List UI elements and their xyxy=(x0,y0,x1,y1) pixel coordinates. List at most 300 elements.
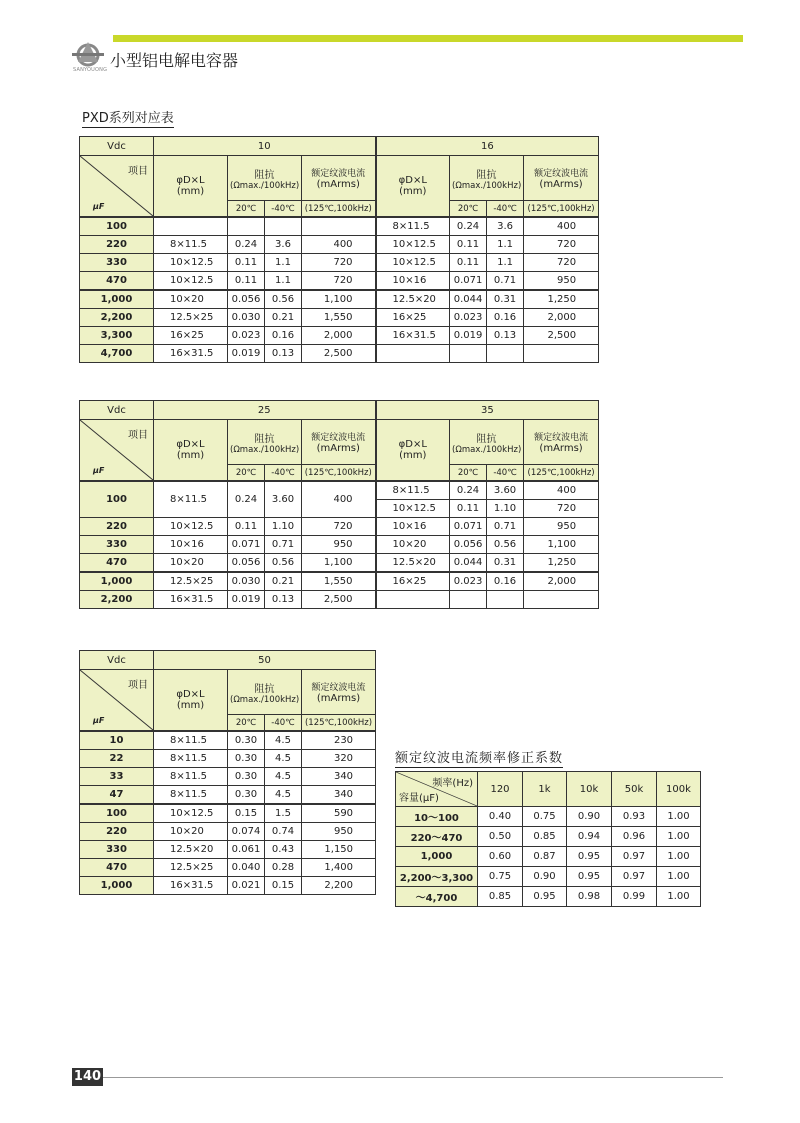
ripple-current-cell xyxy=(524,345,599,363)
ripple-current-cell: 590 xyxy=(302,804,376,823)
dimension-cell: 10×16 xyxy=(376,272,450,291)
spec-value-cell: 3.60 xyxy=(265,481,302,518)
impedance-minus40c-cell: 1.1 xyxy=(487,254,524,272)
dimension-cell: 16×25 xyxy=(376,572,450,591)
coefficient-cell: 0.95 xyxy=(567,847,612,867)
temp-minus40-label: -40℃ xyxy=(487,465,524,482)
capacitance-cell: 100 xyxy=(80,217,154,236)
impedance-20c-cell xyxy=(228,217,265,236)
capacitance-cell: 470 xyxy=(80,859,154,877)
impedance-20c-cell: 0.24 xyxy=(450,217,487,236)
series-title: PXD系列对应表 xyxy=(82,107,174,128)
impedance-minus40c-cell: 0.21 xyxy=(265,309,302,327)
freq-correction-table xyxy=(395,771,701,907)
impedance-minus40c-cell: 0.56 xyxy=(487,536,524,554)
freq-table-title: 额定纹波电流频率修正系数 xyxy=(395,747,563,768)
table-row xyxy=(80,345,599,363)
freq-header-cell: 50k xyxy=(612,772,657,807)
ripple-header xyxy=(302,420,376,465)
page-number: 140 xyxy=(73,1069,102,1084)
coefficient-cell: 0.97 xyxy=(612,847,657,867)
dimension-cell: 8×11.5 xyxy=(154,768,228,786)
coefficient-cell: 1.00 xyxy=(657,847,701,867)
impedance-20c-cell: 0.24 xyxy=(228,236,265,254)
dimension-cell: 10×20 xyxy=(154,290,228,309)
dimension-cell: 8×11.5 xyxy=(376,217,450,236)
capacitance-cell: 470 xyxy=(80,272,154,291)
impedance-minus40c-cell: 4.5 xyxy=(265,768,302,786)
item-diagonal-header xyxy=(80,670,154,732)
impedance-20c-cell: 0.023 xyxy=(450,572,487,591)
spec-value-cell: 3.60 xyxy=(487,481,524,500)
capacitance-cell: 3,300 xyxy=(80,327,154,345)
table-row xyxy=(80,536,599,554)
impedance-minus40c-cell: 0.13 xyxy=(265,591,302,609)
impedance-20c-cell: 0.11 xyxy=(450,236,487,254)
dxl-header xyxy=(154,156,228,218)
dxl-label: φD×L xyxy=(398,439,427,450)
table-row xyxy=(80,272,599,291)
temp-20-label: 20℃ xyxy=(450,465,487,482)
table-row xyxy=(396,807,701,827)
impedance-unit: (Ωmax./100kHz) xyxy=(452,444,522,455)
dimension-cell xyxy=(154,217,228,236)
coefficient-cell: 0.96 xyxy=(612,827,657,847)
uf-label: μF xyxy=(93,466,105,475)
dimension-cell: 12.5×25 xyxy=(154,309,228,327)
table-row xyxy=(80,309,599,327)
ripple-current-cell: 1,250 xyxy=(524,554,599,573)
mm-label: (mm) xyxy=(399,186,427,197)
impedance-minus40c-cell: 4.5 xyxy=(265,750,302,768)
impedance-label: 阻抗 xyxy=(254,433,275,445)
coefficient-cell: 0.50 xyxy=(478,827,523,847)
coefficient-cell: 0.90 xyxy=(567,807,612,827)
impedance-minus40c-cell: 0.74 xyxy=(265,823,302,841)
dxl-label: φD×L xyxy=(176,439,205,450)
freq-label: 频率(Hz) xyxy=(432,778,473,789)
capacitance-cell: 100 xyxy=(80,481,154,518)
capacitance-cell: 330 xyxy=(80,536,154,554)
ripple-label: 额定纹波电流 xyxy=(311,683,366,693)
ripple-label: 额定纹波电流 xyxy=(534,433,589,443)
temp-minus40-label: -40℃ xyxy=(265,715,302,732)
ripple-current-cell: 950 xyxy=(302,536,376,554)
voltage-header: 25 xyxy=(154,401,376,420)
table-row xyxy=(80,591,599,609)
impedance-minus40c-cell: 0.71 xyxy=(487,518,524,536)
impedance-20c-cell: 0.056 xyxy=(228,554,265,573)
coefficient-cell: 0.97 xyxy=(612,867,657,887)
ripple-condition-label: (125℃,100kHz) xyxy=(524,465,599,482)
ripple-header xyxy=(302,156,376,201)
dimension-cell: 16×31.5 xyxy=(376,327,450,345)
coefficient-cell: 0.60 xyxy=(478,847,523,867)
ripple-unit: (mArms) xyxy=(316,443,360,454)
ripple-condition-label: (125℃,100kHz) xyxy=(524,201,599,218)
ripple-current-cell: 1,250 xyxy=(524,290,599,309)
ripple-current-cell: 320 xyxy=(302,750,376,768)
spec-value-cell: 0.24 xyxy=(228,481,265,518)
dimension-cell: 8×11.5 xyxy=(154,786,228,805)
item-diagonal-header xyxy=(80,420,154,482)
dxl-header xyxy=(376,156,450,218)
item-label: 项目 xyxy=(128,680,148,691)
coefficient-cell: 0.95 xyxy=(523,887,567,907)
footer-rule xyxy=(103,1077,723,1078)
coefficient-cell: 0.75 xyxy=(523,807,567,827)
impedance-minus40c-cell: 0.13 xyxy=(487,327,524,345)
ripple-current-cell: 1,100 xyxy=(302,554,376,573)
impedance-20c-cell: 0.30 xyxy=(228,768,265,786)
capacitance-cell: 470 xyxy=(80,554,154,573)
ripple-current-cell: 1,400 xyxy=(302,859,376,877)
impedance-minus40c-cell: 3.6 xyxy=(265,236,302,254)
table-row xyxy=(80,768,376,786)
ripple-current-cell: 2,000 xyxy=(524,572,599,591)
ripple-current-cell xyxy=(524,591,599,609)
dimension-cell: 10×20 xyxy=(154,823,228,841)
table-row xyxy=(80,786,376,805)
impedance-label: 阻抗 xyxy=(254,169,275,181)
impedance-20c-cell: 0.019 xyxy=(228,345,265,363)
table-row xyxy=(396,827,701,847)
temp-20-label: 20℃ xyxy=(228,465,265,482)
ripple-header xyxy=(524,156,599,201)
impedance-20c-cell: 0.30 xyxy=(228,731,265,750)
spec-value-cell: 1.10 xyxy=(487,500,524,518)
coefficient-cell: 1.00 xyxy=(657,867,701,887)
ripple-label: 额定纹波电流 xyxy=(534,169,589,179)
ripple-condition-label: (125℃,100kHz) xyxy=(302,201,376,218)
dimension-cell: 10×12.5 xyxy=(154,254,228,272)
table-row xyxy=(80,217,599,236)
table-row xyxy=(396,867,701,887)
impedance-20c-cell: 0.071 xyxy=(450,272,487,291)
impedance-minus40c-cell: 3.6 xyxy=(487,217,524,236)
impedance-minus40c-cell xyxy=(487,591,524,609)
table-row xyxy=(80,823,376,841)
dimension-cell: 16×25 xyxy=(376,309,450,327)
temp-minus40-label: -40℃ xyxy=(487,201,524,218)
dimension-cell: 12.5×25 xyxy=(154,859,228,877)
capacitance-cell: 220 xyxy=(80,823,154,841)
vdc-label: Vdc xyxy=(80,651,154,670)
impedance-header xyxy=(450,420,524,465)
spec-value-cell: 400 xyxy=(302,481,376,518)
temp-20-label: 20℃ xyxy=(228,201,265,218)
table-row xyxy=(80,327,599,345)
capacitance-cell: 10 xyxy=(80,731,154,750)
impedance-minus40c-cell: 0.16 xyxy=(487,572,524,591)
temp-minus40-label: -40℃ xyxy=(265,201,302,218)
ripple-unit: (mArms) xyxy=(316,179,360,190)
ripple-label: 额定纹波电流 xyxy=(311,169,366,179)
ripple-current-cell: 2,000 xyxy=(524,309,599,327)
cap-label: 容量(μF) xyxy=(399,793,439,804)
impedance-20c-cell xyxy=(450,345,487,363)
spec-value-cell: 8×11.5 xyxy=(154,481,228,518)
impedance-header xyxy=(450,156,524,201)
impedance-20c-cell: 0.071 xyxy=(228,536,265,554)
capacitance-cell: 1,000 xyxy=(80,290,154,309)
impedance-20c-cell: 0.040 xyxy=(228,859,265,877)
capacitance-cell: 330 xyxy=(80,254,154,272)
dimension-cell: 10×20 xyxy=(154,554,228,573)
ripple-current-cell: 720 xyxy=(524,254,599,272)
dxl-header xyxy=(154,420,228,482)
spec-value-cell: 8×11.5 xyxy=(376,481,450,500)
impedance-minus40c-cell: 1.1 xyxy=(265,254,302,272)
impedance-label: 阻抗 xyxy=(254,683,275,695)
impedance-20c-cell: 0.11 xyxy=(228,254,265,272)
impedance-unit: (Ωmax./100kHz) xyxy=(452,180,522,191)
capacitance-cell: 47 xyxy=(80,786,154,805)
ripple-condition-label: (125℃,100kHz) xyxy=(302,715,376,732)
ripple-current-cell: 720 xyxy=(302,272,376,291)
ripple-unit: (mArms) xyxy=(539,179,583,190)
capacitance-range-cell: 2,200～3,300 xyxy=(396,867,478,887)
impedance-20c-cell: 0.11 xyxy=(228,518,265,536)
impedance-20c-cell: 0.11 xyxy=(228,272,265,291)
coefficient-cell: 0.95 xyxy=(567,867,612,887)
impedance-minus40c-cell: 1.1 xyxy=(265,272,302,291)
impedance-minus40c-cell: 0.16 xyxy=(487,309,524,327)
coefficient-cell: 0.85 xyxy=(478,887,523,907)
freq-header-cell: 10k xyxy=(567,772,612,807)
impedance-20c-cell: 0.023 xyxy=(450,309,487,327)
impedance-minus40c-cell: 0.31 xyxy=(487,290,524,309)
dimension-cell xyxy=(376,345,450,363)
capacitance-range-cell: 1,000 xyxy=(396,847,478,867)
dimension-cell: 12.5×20 xyxy=(154,841,228,859)
impedance-20c-cell: 0.021 xyxy=(228,877,265,895)
ripple-current-cell: 720 xyxy=(524,236,599,254)
ripple-current-cell: 340 xyxy=(302,786,376,805)
dimension-cell: 10×12.5 xyxy=(154,804,228,823)
impedance-unit: (Ωmax./100kHz) xyxy=(230,444,300,455)
coefficient-cell: 0.87 xyxy=(523,847,567,867)
spec-value-cell: 400 xyxy=(524,481,599,500)
dxl-label: φD×L xyxy=(176,175,205,186)
impedance-minus40c-cell: 0.71 xyxy=(487,272,524,291)
ripple-current-cell: 2,500 xyxy=(302,345,376,363)
capacitance-cell: 330 xyxy=(80,841,154,859)
dimension-cell: 8×11.5 xyxy=(154,236,228,254)
ripple-current-cell: 950 xyxy=(524,272,599,291)
impedance-20c-cell: 0.074 xyxy=(228,823,265,841)
ripple-current-cell: 2,200 xyxy=(302,877,376,895)
dxl-header xyxy=(376,420,450,482)
dimension-cell xyxy=(376,591,450,609)
impedance-minus40c-cell: 0.43 xyxy=(265,841,302,859)
voltage-header: 10 xyxy=(154,137,376,156)
table-row xyxy=(80,518,599,536)
impedance-minus40c-cell: 1.10 xyxy=(265,518,302,536)
impedance-20c-cell: 0.030 xyxy=(228,309,265,327)
dimension-cell: 16×31.5 xyxy=(154,345,228,363)
impedance-header xyxy=(228,156,302,201)
ripple-header xyxy=(524,420,599,465)
spec-table-10-16v xyxy=(79,136,599,363)
coefficient-cell: 0.94 xyxy=(567,827,612,847)
freq-header-cell: 1k xyxy=(523,772,567,807)
table-row xyxy=(396,887,701,907)
ripple-current-cell: 230 xyxy=(302,731,376,750)
capacitance-range-cell: ～4,700 xyxy=(396,887,478,907)
freq-header-cell: 100k xyxy=(657,772,701,807)
impedance-20c-cell: 0.30 xyxy=(228,750,265,768)
header-accent-bar xyxy=(113,35,743,42)
dimension-cell: 8×11.5 xyxy=(154,731,228,750)
coefficient-cell: 1.00 xyxy=(657,807,701,827)
uf-label: μF xyxy=(93,202,105,211)
impedance-20c-cell: 0.056 xyxy=(450,536,487,554)
impedance-20c-cell: 0.019 xyxy=(450,327,487,345)
uf-label: μF xyxy=(93,716,105,725)
voltage-header: 50 xyxy=(154,651,376,670)
dimension-cell: 12.5×25 xyxy=(154,572,228,591)
logo-text: SANYOUONG xyxy=(73,67,108,73)
capacitance-cell: 220 xyxy=(80,236,154,254)
document-title: 小型铝电解电容器 xyxy=(110,51,239,70)
impedance-20c-cell: 0.071 xyxy=(450,518,487,536)
ripple-current-cell: 950 xyxy=(524,518,599,536)
capacitance-cell: 100 xyxy=(80,804,154,823)
item-label: 项目 xyxy=(128,430,148,441)
ripple-label: 额定纹波电流 xyxy=(311,433,366,443)
dimension-cell: 16×31.5 xyxy=(154,591,228,609)
coefficient-cell: 0.98 xyxy=(567,887,612,907)
impedance-header xyxy=(228,670,302,715)
impedance-label: 阻抗 xyxy=(476,433,497,445)
impedance-minus40c-cell: 0.31 xyxy=(487,554,524,573)
capacitance-cell: 1,000 xyxy=(80,572,154,591)
table-row xyxy=(80,841,376,859)
impedance-20c-cell: 0.061 xyxy=(228,841,265,859)
table-row xyxy=(80,731,376,750)
mm-label: (mm) xyxy=(176,700,205,711)
ripple-current-cell: 720 xyxy=(302,518,376,536)
impedance-minus40c-cell: 1.1 xyxy=(487,236,524,254)
impedance-20c-cell: 0.056 xyxy=(228,290,265,309)
impedance-20c-cell: 0.023 xyxy=(228,327,265,345)
table-row xyxy=(80,804,376,823)
coefficient-cell: 0.40 xyxy=(478,807,523,827)
temp-20-label: 20℃ xyxy=(228,715,265,732)
impedance-minus40c-cell: 1.5 xyxy=(265,804,302,823)
voltage-header: 16 xyxy=(376,137,599,156)
table-row xyxy=(80,750,376,768)
capacitance-cell: 1,000 xyxy=(80,877,154,895)
ripple-current-cell: 400 xyxy=(524,217,599,236)
coefficient-cell: 0.90 xyxy=(523,867,567,887)
table-row xyxy=(80,290,599,309)
dimension-cell: 10×20 xyxy=(376,536,450,554)
ripple-current-cell: 400 xyxy=(302,236,376,254)
dimension-cell: 10×16 xyxy=(154,536,228,554)
ripple-current-cell: 2,500 xyxy=(302,591,376,609)
item-diagonal-header xyxy=(80,156,154,218)
dimension-cell: 8×11.5 xyxy=(154,750,228,768)
dimension-cell: 16×25 xyxy=(154,327,228,345)
dxl-label: φD×L xyxy=(398,175,427,186)
spec-value-cell: 0.11 xyxy=(450,500,487,518)
freq-diagonal-header xyxy=(396,772,478,807)
dimension-cell: 10×12.5 xyxy=(376,236,450,254)
ripple-current-cell: 950 xyxy=(302,823,376,841)
impedance-minus40c-cell xyxy=(265,217,302,236)
coefficient-cell: 1.00 xyxy=(657,827,701,847)
ripple-current-cell: 340 xyxy=(302,768,376,786)
coefficient-cell: 0.93 xyxy=(612,807,657,827)
table-row xyxy=(80,554,599,573)
table-row xyxy=(80,877,376,895)
impedance-minus40c-cell: 0.13 xyxy=(265,345,302,363)
ripple-unit: (mArms) xyxy=(539,443,583,454)
dimension-cell: 16×31.5 xyxy=(154,877,228,895)
impedance-minus40c-cell: 0.15 xyxy=(265,877,302,895)
coefficient-cell: 0.75 xyxy=(478,867,523,887)
ripple-current-cell: 1,550 xyxy=(302,572,376,591)
impedance-minus40c-cell: 0.56 xyxy=(265,290,302,309)
table-row xyxy=(80,254,599,272)
spec-value-cell: 0.24 xyxy=(450,481,487,500)
capacitance-cell: 22 xyxy=(80,750,154,768)
table-row xyxy=(396,847,701,867)
voltage-header: 35 xyxy=(376,401,599,420)
mm-label: (mm) xyxy=(399,450,427,461)
temp-20-label: 20℃ xyxy=(450,201,487,218)
table-row xyxy=(80,481,599,500)
impedance-20c-cell: 0.11 xyxy=(450,254,487,272)
table-row xyxy=(80,859,376,877)
impedance-unit: (Ωmax./100kHz) xyxy=(230,694,300,705)
impedance-20c-cell xyxy=(450,591,487,609)
impedance-minus40c-cell: 0.16 xyxy=(265,327,302,345)
impedance-minus40c-cell xyxy=(487,345,524,363)
dxl-header xyxy=(154,670,228,732)
capacitance-cell: 2,200 xyxy=(80,309,154,327)
ripple-current-cell: 2,000 xyxy=(302,327,376,345)
capacitance-cell: 220 xyxy=(80,518,154,536)
coefficient-cell: 1.00 xyxy=(657,887,701,907)
impedance-20c-cell: 0.044 xyxy=(450,554,487,573)
spec-value-cell: 10×12.5 xyxy=(376,500,450,518)
impedance-header xyxy=(228,420,302,465)
impedance-minus40c-cell: 4.5 xyxy=(265,731,302,750)
ripple-current-cell: 1,100 xyxy=(302,290,376,309)
spec-table-25-35v xyxy=(79,400,599,609)
impedance-minus40c-cell: 0.21 xyxy=(265,572,302,591)
impedance-minus40c-cell: 0.71 xyxy=(265,536,302,554)
dimension-cell: 10×16 xyxy=(376,518,450,536)
vdc-label: Vdc xyxy=(80,137,154,156)
ripple-unit: (mArms) xyxy=(316,693,361,704)
ripple-current-cell: 720 xyxy=(302,254,376,272)
mm-label: (mm) xyxy=(176,450,205,461)
coefficient-cell: 0.85 xyxy=(523,827,567,847)
capacitance-cell: 4,700 xyxy=(80,345,154,363)
coefficient-cell: 0.99 xyxy=(612,887,657,907)
freq-header-cell: 120 xyxy=(478,772,523,807)
table-row xyxy=(80,236,599,254)
dimension-cell: 10×12.5 xyxy=(154,518,228,536)
impedance-20c-cell: 0.15 xyxy=(228,804,265,823)
capacitance-range-cell: 220～470 xyxy=(396,827,478,847)
capacitance-cell: 33 xyxy=(80,768,154,786)
dimension-cell: 10×12.5 xyxy=(154,272,228,291)
